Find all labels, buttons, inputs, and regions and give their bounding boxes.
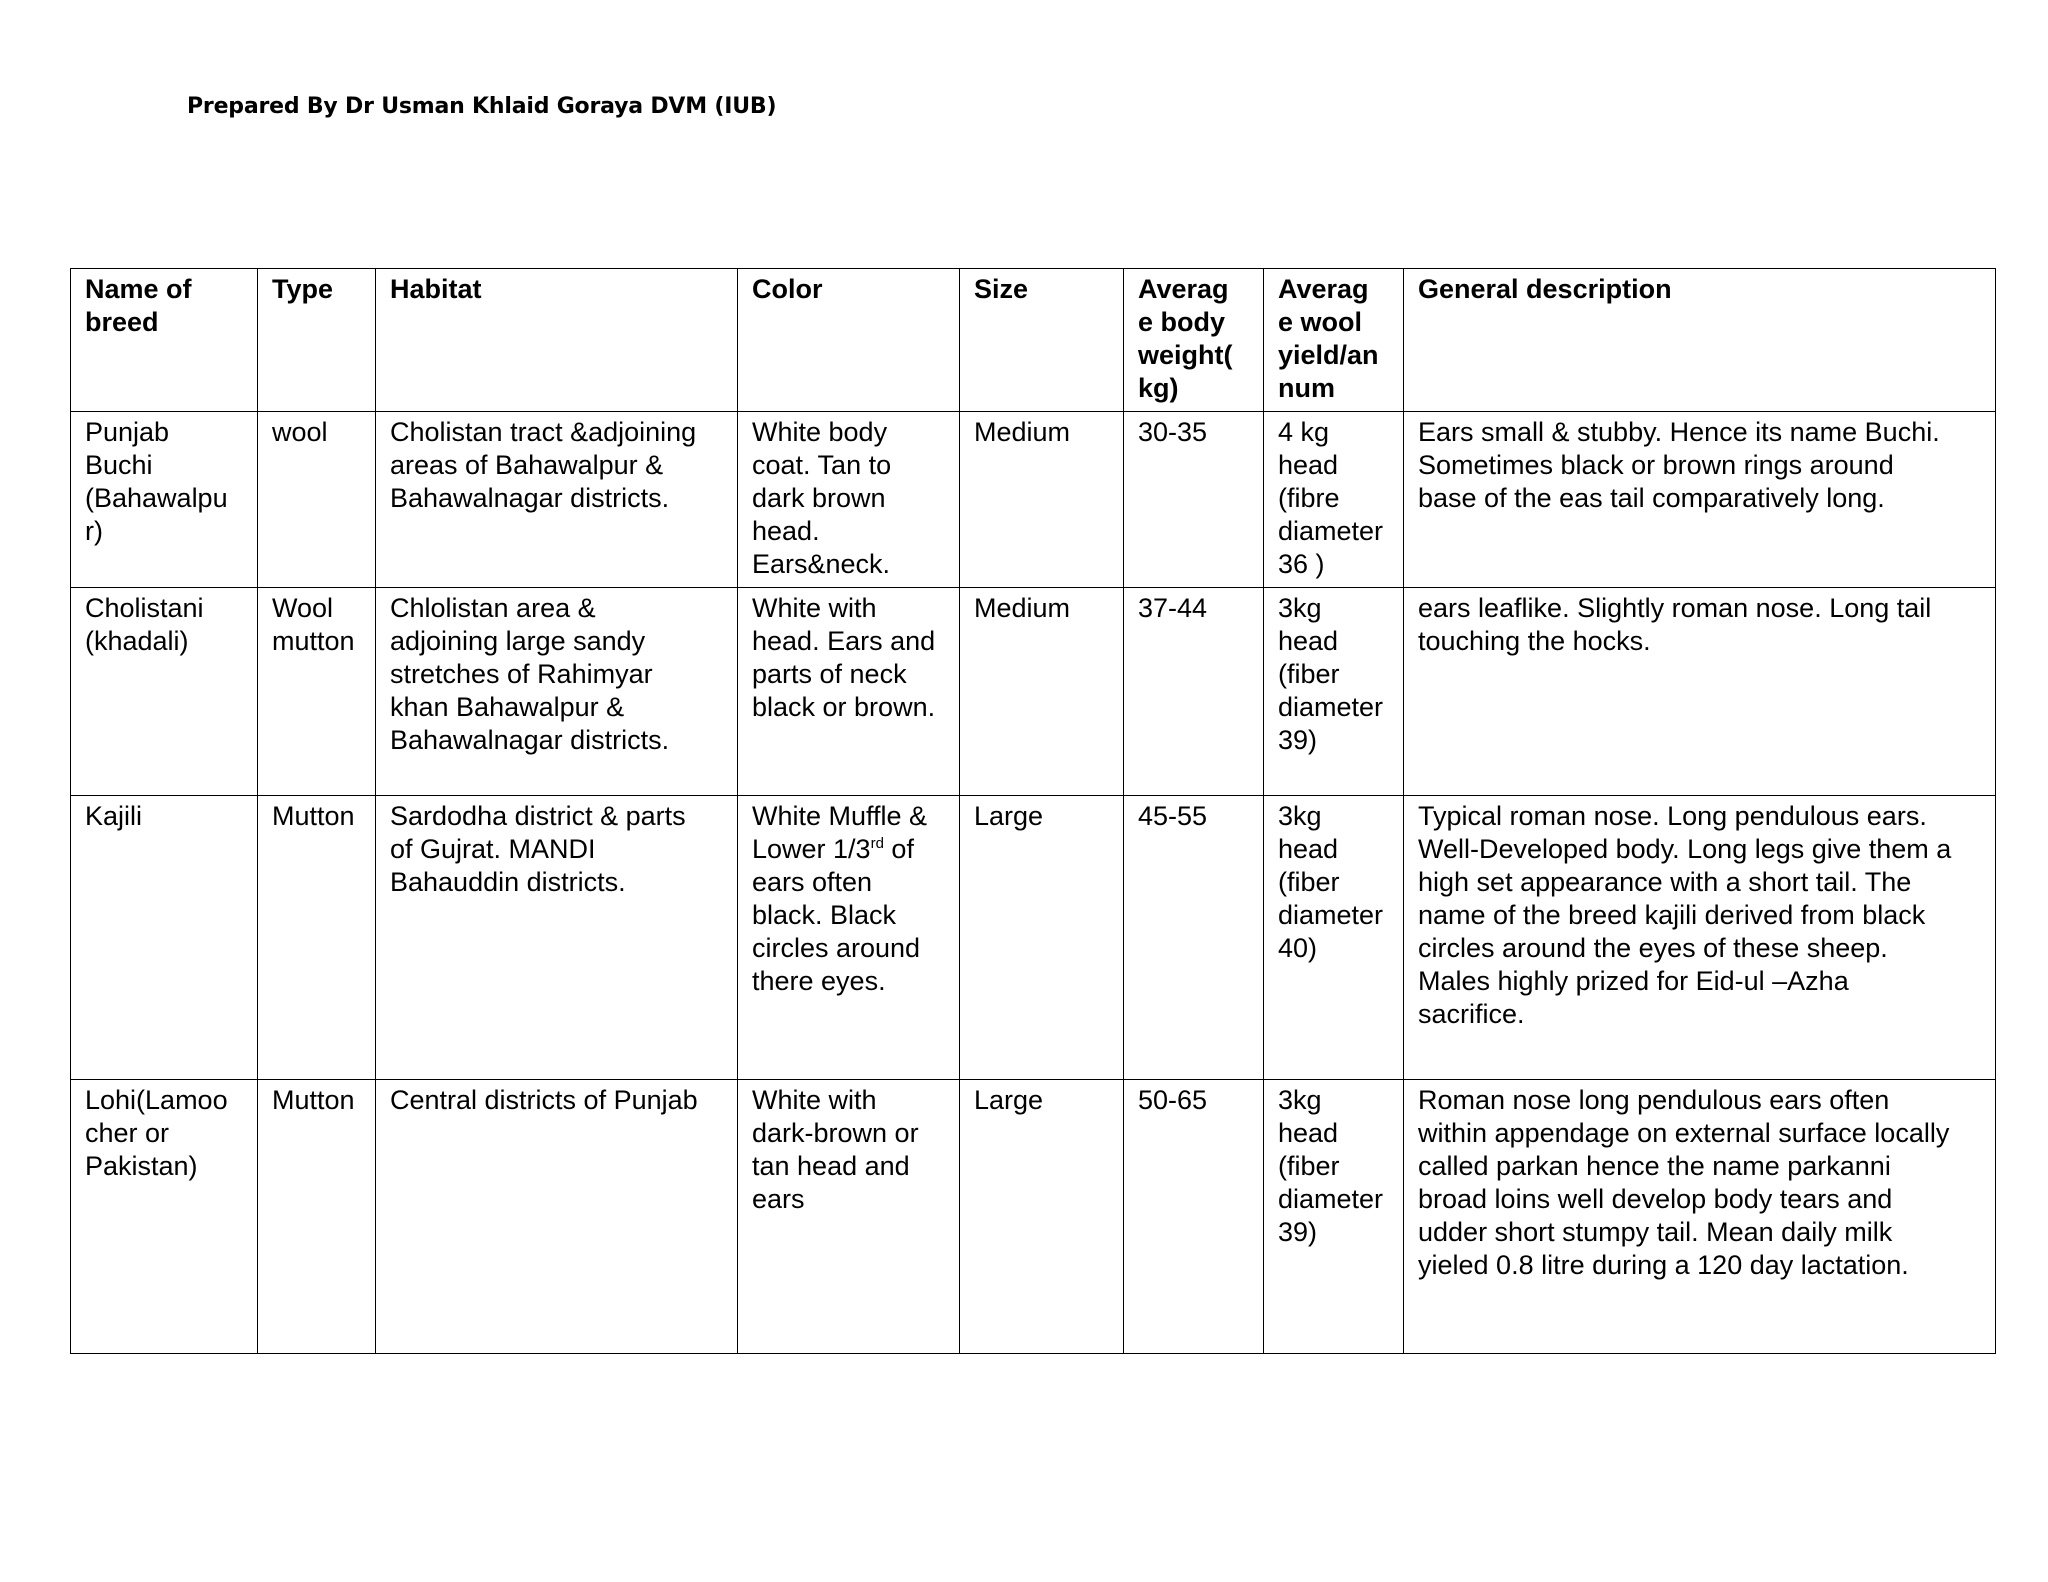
cell-color: White with head. Ears and parts of neck black or brown. [738,588,960,796]
cell-weight: 30-35 [1124,412,1264,588]
table-row [71,588,1996,796]
cell-description: Typical roman nose. Long pendulous ears. Well-Developed body. Long legs give them a high set appearance with a short tail. The name of the breed kajili derived from black circles around the eyes of these sheep. Males highly prized for Eid-ul –Azha sacrifice. [1404,796,1996,1080]
cell-wool-yield: 4 kg head (fibre diameter 36 ) [1264,412,1404,588]
column-header-size: Size [960,269,1124,412]
cell-type: Mutton [258,1080,376,1354]
cell-wool-yield: 3kg head (fiber diameter 39) [1264,588,1404,796]
page-header-prepared-by: Prepared By Dr Usman Khlaid Goraya DVM (IUB) [187,94,777,119]
cell-color: White with dark-brown or tan head and ears [738,1080,960,1354]
cell-size: Medium [960,588,1124,796]
cell-description: ears leaflike. Slightly roman nose. Long tail touching the hocks. [1404,588,1996,796]
cell-habitat: Sardodha district & parts of Gujrat. MANDI Bahauddin districts. [376,796,738,1080]
cell-color: White body coat. Tan to dark brown head. Ears&neck. [738,412,960,588]
cell-name: Kajili [71,796,258,1080]
cell-size: Large [960,796,1124,1080]
cell-weight: 45-55 [1124,796,1264,1080]
cell-type: wool [258,412,376,588]
cell-weight: 50-65 [1124,1080,1264,1354]
cell-habitat: Cholistan tract &adjoining areas of Bahawalpur & Bahawalnagar districts. [376,412,738,588]
color-text-part: of ears often black. Black circles around there eyes. [752,834,921,996]
column-header-description: General description [1404,269,1996,412]
table-header-row [71,269,1996,412]
color-text-part: White Muffle & Lower 1/3 [752,801,928,864]
cell-name: Lohi(Lamoo cher or Pakistan) [71,1080,258,1354]
table-row [71,412,1996,588]
column-header-habitat: Habitat [376,269,738,412]
cell-type: Mutton [258,796,376,1080]
cell-type: Wool mutton [258,588,376,796]
column-header-name: Name of breed [71,269,258,412]
cell-habitat: Chlolistan area & adjoining large sandy stretches of Rahimyar khan Bahawalpur & Bahawalnagar districts. [376,588,738,796]
table-row [71,1080,1996,1354]
column-header-wool-yield: Averag e wool yield/an num [1264,269,1404,412]
cell-size: Large [960,1080,1124,1354]
cell-name: Punjab Buchi (Bahawalpu r) [71,412,258,588]
cell-wool-yield: 3kg head (fiber diameter 39) [1264,1080,1404,1354]
cell-name: Cholistani (khadali) [71,588,258,796]
cell-habitat: Central districts of Punjab [376,1080,738,1354]
cell-description: Ears small & stubby. Hence its name Buchi. Sometimes black or brown rings around base of the eas tail comparatively long. [1404,412,1996,588]
table-row [71,796,1996,1080]
column-header-type: Type [258,269,376,412]
ordinal-superscript: rd [870,835,884,852]
cell-weight: 37-44 [1124,588,1264,796]
cell-wool-yield: 3kg head (fiber diameter 40) [1264,796,1404,1080]
cell-description: Roman nose long pendulous ears often within appendage on external surface locally called parkan hence the name parkanni broad loins well develop body tears and udder short stumpy tail. Mean daily milk yieled 0.8 litre during a 120 day lactation. [1404,1080,1996,1354]
column-header-color: Color [738,269,960,412]
cell-color [738,796,960,1080]
sheep-breeds-table [70,268,1996,1354]
column-header-body-weight: Averag e body weight( kg) [1124,269,1264,412]
cell-size: Medium [960,412,1124,588]
